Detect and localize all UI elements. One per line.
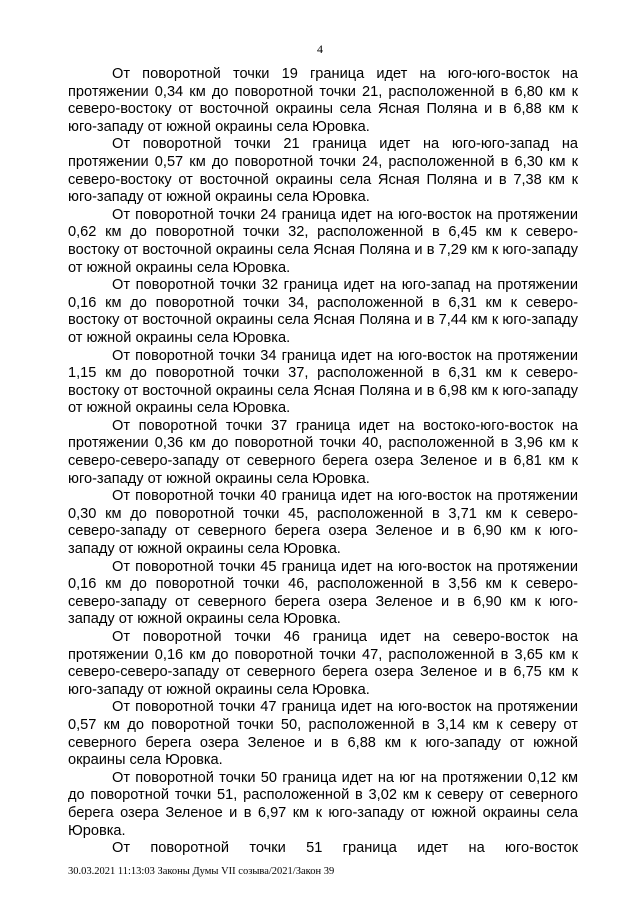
document-footer: 30.03.2021 11:13:03 Законы Думы VII созыва/2021/Закон 39 [68, 866, 335, 877]
paragraph: От поворотной точки 40 граница идет на юго-восток на протяжении 0,30 км до поворотной точки 45, расположенной в 3,71 км к северо-северо-западу от северного берега озера Зеленое и в 6,90 км к юго-западу от южной окраины села Юровка. [68, 488, 578, 558]
paragraph: От поворотной точки 19 граница идет на юго-юго-восток на протяжении 0,34 км до поворотной точки 21, расположенной в 6,80 км к северо-востоку от восточной окраины села Ясная Поляна и в 6,88 км к юго-западу от южной окраины села Юровка. [68, 66, 578, 135]
paragraph: От поворотной точки 24 граница идет на юго-восток на протяжении 0,62 км до поворотной точки 32, расположенной в 6,45 км к северо-востоку от восточной окраины села Ясная Поляна и в 7,29 км к юго-западу от южной окраины села Юровка. [68, 206, 578, 276]
page-number: 4 [317, 42, 323, 56]
paragraph: От поворотной точки 37 граница идет на востоко-юго-восток на протяжении 0,36 км до поворотной точки 40, расположенной в 3,96 км к северо-северо-западу от северного берега озера Зеленое и в 6,81 км к юго-западу от южной окраины села Юровка. [68, 417, 578, 487]
paragraph: От поворотной точки 45 граница идет на юго-восток на протяжении 0,16 км до поворотной точки 46, расположенной в 3,56 км к северо-северо-западу от северного берега озера Зеленое и в 6,90 км к юго-западу от южной окраины села Юровка. [68, 558, 578, 628]
paragraph-continued: От поворотной точки 51 граница идет на юго-восток [112, 840, 578, 857]
paragraph: От поворотной точки 47 граница идет на юго-восток на протяжении 0,57 км до поворотной точки 50, расположенной в 3,14 км к северу от северного берега озера Зеленое и в 6,88 км к юго-западу от южной окраины села Юровка. [68, 699, 578, 769]
document-body [68, 66, 578, 858]
paragraph: От поворотной точки 34 граница идет на юго-восток на протяжении 1,15 км до поворотной точки 37, расположенной в 6,31 км к северо-востоку от восточной окраины села Ясная Поляна и в 6,98 км к юго-западу от южной окраины села Юровка. [68, 347, 578, 417]
paragraph: От поворотной точки 50 граница идет на юг на протяжении 0,12 км до поворотной точки 51, расположенной в 3,02 км к северу от северного берега озера Зеленое и в 6,97 км к юго-западу от южной окраины села Юровка. [68, 769, 578, 839]
paragraph: От поворотной точки 32 граница идет на юго-запад на протяжении 0,16 км до поворотной точки 34, расположенной в 6,31 км к северо-востоку от восточной окраины села Ясная Поляна и в 7,44 км к юго-западу от южной окраины села Юровка. [68, 277, 578, 346]
paragraph: От поворотной точки 21 граница идет на юго-юго-запад на протяжении 0,57 км до поворотной точки 24, расположенной в 6,30 км к северо-востоку от восточной окраины села Ясная Поляна и в 7,38 км к юго-западу от южной окраины села Юровка. [68, 136, 578, 206]
paragraph: От поворотной точки 46 граница идет на северо-восток на протяжении 0,16 км до поворотной точки 47, расположенной в 3,65 км к северо-северо-западу от северного берега озера Зеленое и в 6,75 км к юго-западу от южной окраины села Юровка. [68, 629, 578, 698]
